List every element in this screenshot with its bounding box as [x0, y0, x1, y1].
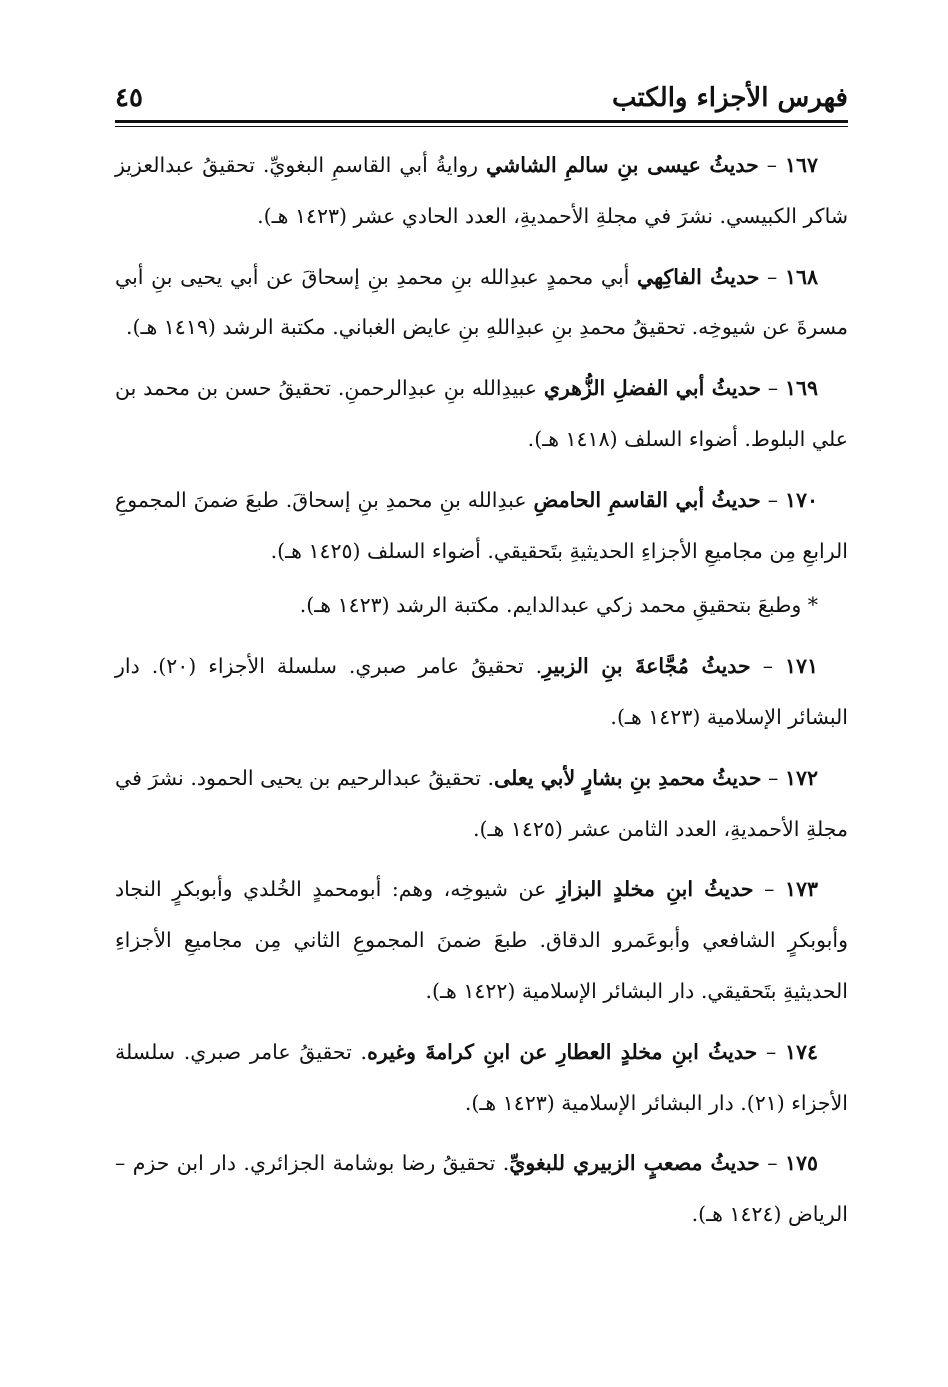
entry-dash: – [759, 264, 785, 289]
index-entry [115, 864, 848, 1016]
index-entry [115, 252, 848, 354]
index-entry [115, 140, 848, 242]
entry-details: عبدِالله بنِ محمدِ بنِ إسحاقَ. طبعَ ضمنَ المجموعِ الرابعِ مِن مجاميعِ الأجزاءِ الحديثيةِ بتَحقيقي. أضواء السلف (١٤٢٥ هـ). [115, 487, 848, 563]
entry-number: ١٧٢ [784, 765, 818, 790]
entry-title: حديثُ محمدِ بنِ بشارٍ لأبي يعلى [494, 765, 762, 790]
entry-number: ١٧٣ [784, 877, 818, 902]
entry-number: ١٧٥ [784, 1151, 818, 1176]
entry-details: . تحقيقُ عامر صبري. سلسلة الأجزاء (٢٠). دار البشائر الإسلامية (١٤٢٣ هـ). [115, 654, 848, 729]
entry-title: حديثُ ابنِ مخلدٍ العطارِ عن ابنِ كرامةَ وغيره [367, 1039, 758, 1064]
index-entry [115, 641, 848, 743]
entry-title: حديثُ عيسى بنِ سالمِ الشاشي [485, 153, 759, 177]
entry-dash: – [759, 1151, 785, 1176]
entry-dash: – [758, 153, 785, 177]
index-entry [115, 363, 848, 465]
entry-details: روايةُ أبي القاسمِ البغويِّ. تحقيقُ عبدالعزيز شاكر الكبيسي. نشرَ في مجلةِ الأحمديةِ، العدد الحادي عشر (١٤٢٣ هـ). [115, 153, 848, 228]
entry-title: حديثُ مصعبٍ الزبيري للبغويِّ [509, 1151, 760, 1176]
entry-title: حديثُ أبي الفضلِ الزُّهري [543, 376, 761, 401]
entry-details: أبي محمدٍ عبدِالله بنِ محمدِ بنِ إسحاقَ عن أبي يحيى بنِ أبي مسرةَ عن شيوخِه. تحقيقُ محمدِ بنِ عبدِاللهِ بنِ عايض الغباني. مكتبة الرشد (١٤١٩ هـ). [115, 264, 848, 340]
index-entries [115, 140, 848, 1250]
entry-title: حديثُ أبي القاسمِ الحامضِ [533, 487, 761, 512]
entry-dash: – [761, 376, 785, 401]
entry-details: عبيدِالله بنِ عبدِالرحمنِ. تحقيقُ حسن بن محمد بن علي البلوط. أضواء السلف (١٤١٨ هـ). [115, 376, 848, 451]
entry-dash: – [750, 654, 785, 679]
header-rule-thick [115, 120, 848, 123]
index-entry [115, 753, 848, 855]
index-entry [115, 1138, 848, 1240]
sub-entry-details: * وطبعَ بتحقيقِ محمد زكي عبدالدايم. مكتبة الرشد (١٤٢٣ هـ). [299, 593, 818, 618]
entry-title: حديثُ مُجَّاعةَ بنِ الزبيرِ [542, 654, 751, 679]
entry-number: ١٦٧ [784, 153, 818, 177]
entry-dash: – [760, 487, 785, 512]
entry-details: . تحقيقُ عبدالرحيم بن يحيى الحمود. نشرَ في مجلةِ الأحمديةِ، العدد الثامن عشر (١٤٢٥ هـ). [115, 765, 848, 841]
page-header [115, 80, 848, 120]
entry-number: ١٦٩ [784, 376, 818, 401]
entry-number: ١٧٤ [784, 1039, 818, 1064]
header-rule-thin [115, 126, 848, 127]
entry-number: ١٧٠ [784, 487, 818, 512]
entry-number: ١٦٨ [784, 264, 818, 289]
entry-dash: – [761, 765, 785, 790]
entry-details: . تحقيقُ رضا بوشامة الجزائري. دار ابن حزم – الرياض (١٤٢٤ هـ). [115, 1151, 848, 1227]
entry-dash: – [753, 877, 785, 902]
entry-details: عن شيوخِه، وهم: أبومحمدٍ الخُلدي وأبوبكرٍ النجاد وأبوبكرٍ الشافعي وأبوعَمرو الدقاق. طبعَ ضمنَ المجموعِ الثاني مِن مجاميعِ الأجزاءِ الحديثيةِ بتَحقيقي. دار البشائر الإسلامية (١٤٢٢ هـ). [115, 877, 848, 1003]
index-entry [115, 475, 848, 577]
entry-dash: – [757, 1039, 785, 1064]
entry-details: . تحقيقُ عامر صبري. سلسلة الأجزاء (٢١). دار البشائر الإسلامية (١٤٢٣ هـ). [115, 1039, 848, 1115]
entry-title: حديثُ ابنِ مخلدٍ البزازِ [556, 877, 754, 902]
running-title: فهرس الأجزاء والكتب [612, 83, 848, 113]
entry-number: ١٧١ [784, 654, 818, 679]
entry-title: حديثُ الفاكِهي [637, 264, 760, 289]
index-sub-entry [115, 580, 848, 631]
page-number: ٤٥ [115, 83, 143, 113]
index-entry [115, 1027, 848, 1129]
